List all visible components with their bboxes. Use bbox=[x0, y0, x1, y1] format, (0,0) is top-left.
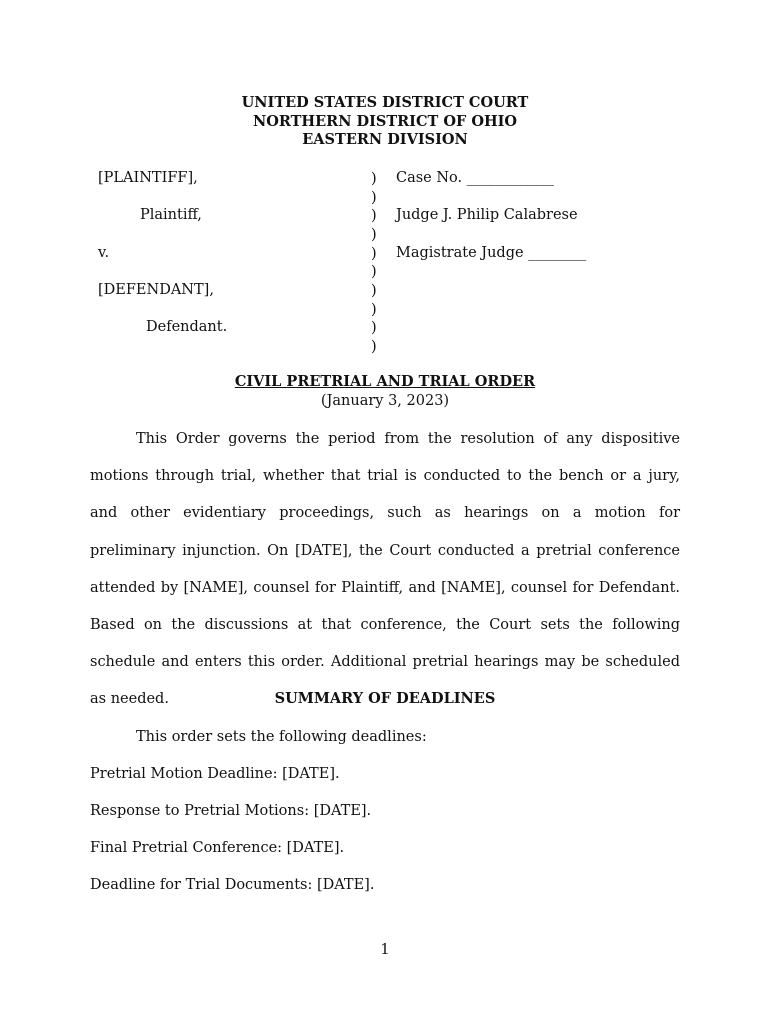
case-caption bbox=[0, 170, 770, 360]
deadline-item: Pretrial Motion Deadline: [DATE]. bbox=[90, 766, 340, 782]
caption-paren: ) bbox=[371, 171, 377, 187]
caption-paren: ) bbox=[371, 283, 377, 299]
court-name: UNITED STATES DISTRICT COURT bbox=[241, 94, 529, 111]
caption-paren: ) bbox=[371, 339, 377, 355]
court-heading bbox=[0, 94, 770, 150]
district-name: NORTHERN DISTRICT OF OHIO bbox=[252, 112, 518, 130]
page-number: 1 bbox=[380, 942, 390, 958]
caption-paren: ) bbox=[371, 302, 377, 318]
deadline-item: Deadline for Trial Documents: [DATE]. bbox=[90, 877, 375, 893]
caption-paren: ) bbox=[371, 246, 377, 262]
deadline-item: Response to Pretrial Motions: [DATE]. bbox=[90, 803, 372, 819]
judge-name: Judge J. Philip Calabrese bbox=[396, 207, 578, 223]
plaintiff-role: Plaintiff, bbox=[140, 207, 202, 223]
versus-label: v. bbox=[98, 245, 110, 261]
caption-paren: ) bbox=[371, 264, 377, 280]
defendant-name: [DEFENDANT], bbox=[98, 282, 214, 298]
case-number: Case No. ____________ bbox=[396, 170, 554, 186]
deadline-item: Final Pretrial Conference: [DATE]. bbox=[90, 840, 345, 856]
order-title: CIVIL PRETRIAL AND TRIAL ORDER bbox=[234, 373, 536, 390]
caption-paren: ) bbox=[371, 320, 377, 336]
order-date: (January 3, 2023) bbox=[320, 392, 450, 409]
order-body-paragraph: This Order governs the period from the resolution of any dispositive motions through trial, whether that trial is conducted to the bench or a jury, and other evidentiary proceedings, such as hearings on a motion for preliminary injunction. On [DATE], the Court conducted a pretrial conference attended by [NAME], counsel for Plaintiff, and [NAME], counsel for Defendant. Based on the discussions at that conference, the Court sets the following schedule and enters this order. Additional pretrial hearings may be scheduled as needed. bbox=[90, 431, 680, 708]
magistrate-judge: Magistrate Judge ________ bbox=[396, 245, 587, 261]
caption-paren: ) bbox=[371, 227, 377, 243]
summary-intro: This order sets the following deadlines: bbox=[136, 729, 427, 745]
order-title-block bbox=[0, 373, 770, 410]
plaintiff-name: [PLAINTIFF], bbox=[98, 170, 198, 186]
caption-paren: ) bbox=[371, 208, 377, 224]
summary-heading: SUMMARY OF DEADLINES bbox=[274, 690, 496, 707]
defendant-role: Defendant. bbox=[146, 319, 228, 335]
division-name: EASTERN DIVISION bbox=[302, 131, 468, 148]
caption-paren: ) bbox=[371, 190, 377, 206]
